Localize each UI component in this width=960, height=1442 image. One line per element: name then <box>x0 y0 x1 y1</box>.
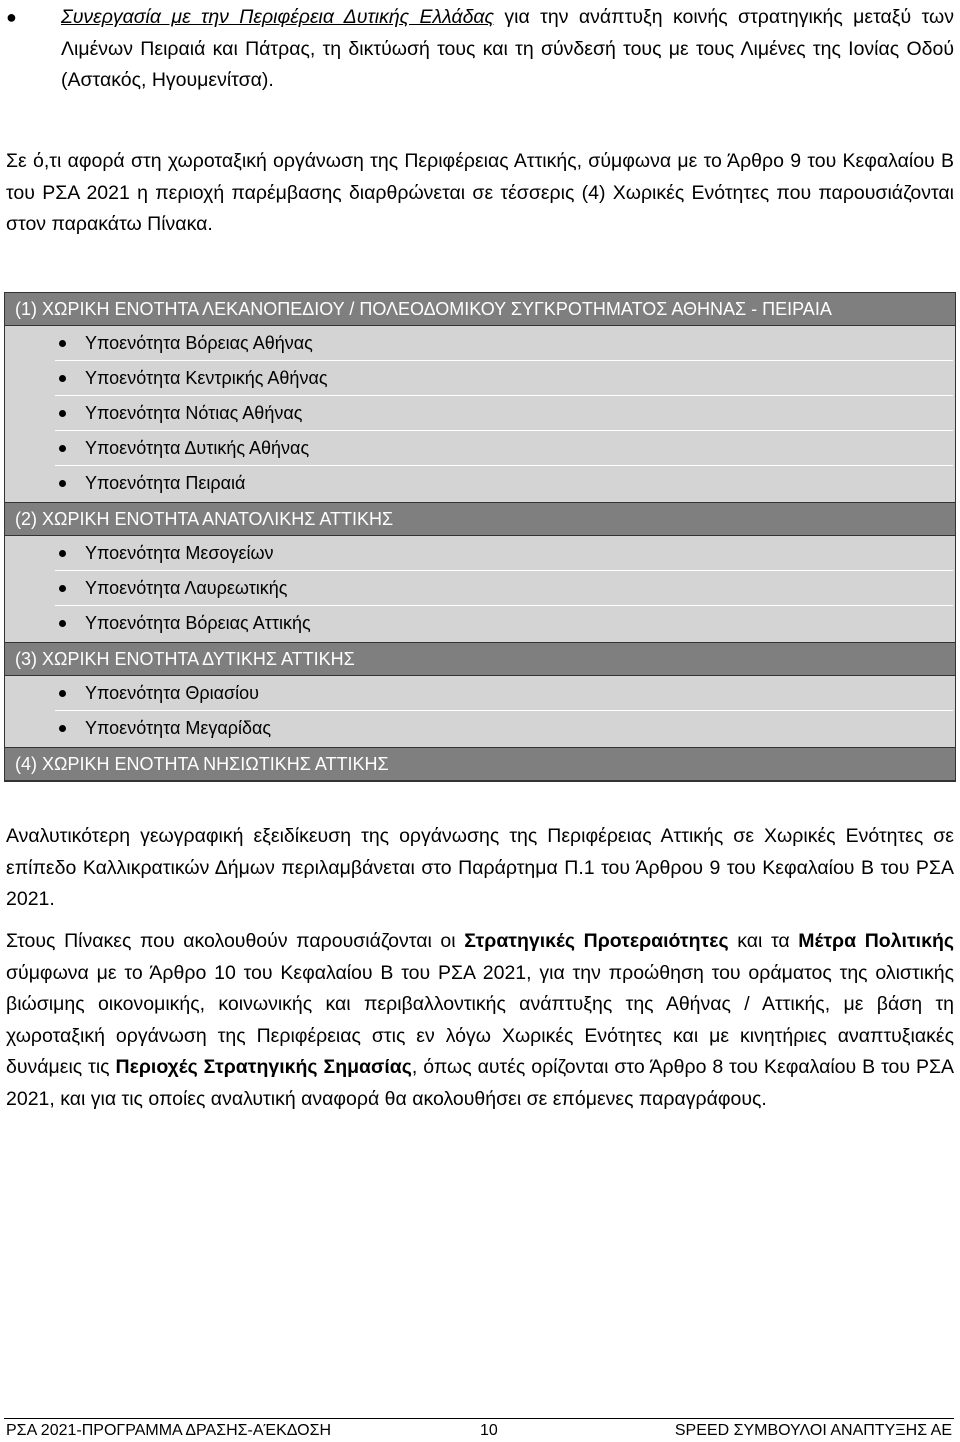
subunit-label: Υποενότητα Λαυρεωτικής <box>85 578 288 598</box>
bullet-icon <box>59 410 66 417</box>
subunit-row <box>55 431 953 466</box>
footer-document-title: ΡΣΑ 2021-ΠΡΟΓΡΑΜΜΑ ΔΡΑΣΗΣ-ΑΈΚΔΟΣΗ <box>6 1422 332 1439</box>
subunit-label: Υποενότητα Νότιας Αθήνας <box>85 403 303 423</box>
subunit-row <box>55 361 953 396</box>
bullet-icon: ● <box>6 7 17 27</box>
geographic-detail-paragraph: Αναλυτικότερη γεωγραφική εξειδίκευση της οργάνωσης της Περιφέρειας Αττικής σε Χωρικές Ενότητες σε επίπεδο Καλλικρατικών Δήμων περιλαμβάνεται στο Παράρτημα Π.1 του Άρθρου 9 του Κεφαλαίου Β του ΡΣΑ 2021. <box>6 825 954 910</box>
subunit-row <box>55 606 953 640</box>
subunit-group <box>5 326 955 503</box>
bullet-icon <box>59 340 66 347</box>
subunit-label: Υποενότητα Πειραιά <box>85 473 246 493</box>
footer-divider <box>4 1418 954 1419</box>
subunit-label: Υποενότητα Βόρειας Αττικής <box>85 613 311 633</box>
intro-bullet-item <box>6 2 954 97</box>
priorities-paragraph: Στους Πίνακες που ακολουθούν παρουσιάζονται οι Στρατηγικές Προτεραιότητες και τα Μέτρα Πολιτικής σύμφωνα με το Άρθρο 10 του Κεφαλαίου Β του ΡΣΑ 2021, για την προώθηση του οράματος της ολιστικής βιώσιμης οικονομικής, κοινωνικής και περιβαλλοντικής ανάπτυξης της Αθήνας / Αττικής, με βάση τη χωροταξική οργάνωση της Περιφέρειας στις εν λόγω Χωρικές Ενότητες και με κινητήριες αναπτυξιακές δυνάμεις τις Περιοχές Στρατηγικής Σημασίας, όπως αυτές ορίζονται στο Άρθρο 8 του Κεφαλαίου Β του ΡΣΑ 2021, και για τις οποίες αναλυτική αναφορά θα ακολουθήσει σε επόμενες παραγράφους. <box>6 930 955 1110</box>
footer-page-number: 10 <box>480 1422 498 1439</box>
subunit-group <box>5 676 955 748</box>
bullet-icon <box>59 690 66 697</box>
subunit-row <box>55 326 953 361</box>
policy-measures-term: Μέτρα Πολιτικής <box>798 930 955 952</box>
subunit-row <box>55 466 953 500</box>
subunit-label: Υποενότητα Μεσογείων <box>85 543 274 563</box>
bullet-icon <box>59 480 66 487</box>
subunit-label: Υποενότητα Θριασίου <box>85 683 259 703</box>
subunit-row <box>55 711 953 745</box>
region-cooperation-link[interactable]: Συνεργασία με την Περιφέρεια Δυτικής Ελλάδας <box>61 6 495 28</box>
subunit-row <box>55 396 953 431</box>
subunit-label: Υποενότητα Κεντρικής Αθήνας <box>85 368 328 388</box>
subunit-group <box>5 536 955 643</box>
intro-bullet-text: Συνεργασία με την Περιφέρεια Δυτικής Ελλάδας για την ανάπτυξη κοινής στρατηγικής μεταξύ των Λιμένων Πειραιά και Πάτρας, τη δικτύωσή τους και τη σύνδεσή τους με τους Λιμένες της Ιονίας Οδού (Αστακός, Ηγουμενίτσα). <box>61 6 954 91</box>
subunit-row <box>55 536 953 571</box>
strategic-priorities-term: Στρατηγικές Προτεραιότητες <box>464 930 729 952</box>
bullet-icon <box>59 445 66 452</box>
region-header-row: (1) ΧΩΡΙΚΗ ΕΝΟΤΗΤΑ ΛΕΚΑΝΟΠΕΔΙΟΥ / ΠΟΛΕΟΔΟΜΙΚΟΥ ΣΥΓΚΡΟΤΗΜΑΤΟΣ ΑΘΗΝΑΣ - ΠΕΙΡΑΙΑ <box>5 293 955 326</box>
subunit-label: Υποενότητα Μεγαρίδας <box>85 718 272 738</box>
subunit-row <box>55 676 953 711</box>
bullet-icon <box>59 585 66 592</box>
footer-company-name: SPEED ΣΥΜΒΟΥΛΟΙ ΑΝΑΠΤΥΞΗΣ ΑΕ <box>674 1422 952 1439</box>
bullet-icon <box>59 725 66 732</box>
subunit-label: Υποενότητα Δυτικής Αθήνας <box>85 438 310 458</box>
spatial-organization-paragraph: Σε ό,τι αφορά στη χωροταξική οργάνωση της Περιφέρειας Αττικής, σύμφωνα με το Άρθρο 9 του Κεφαλαίου Β του ΡΣΑ 2021 η περιοχή παρέμβασης διαρθρώνεται σε τέσσερις (4) Χωρικές Ενότητες που παρουσιάζονται στον παρακάτω Πίνακα. <box>6 150 954 235</box>
region-header-row: (4) ΧΩΡΙΚΗ ΕΝΟΤΗΤΑ ΝΗΣΙΩΤΙΚΗΣ ΑΤΤΙΚΗΣ <box>5 748 955 781</box>
bullet-icon <box>59 375 66 382</box>
bullet-icon <box>59 620 66 627</box>
spatial-units-table <box>4 292 956 782</box>
region-header-row: (2) ΧΩΡΙΚΗ ΕΝΟΤΗΤΑ ΑΝΑΤΟΛΙΚΗΣ ΑΤΤΙΚΗΣ <box>5 503 955 536</box>
subunit-row <box>55 571 953 606</box>
subunit-label: Υποενότητα Βόρειας Αθήνας <box>85 333 313 353</box>
strategic-areas-term: Περιοχές Στρατηγικής Σημασίας <box>115 1056 412 1078</box>
region-header-row: (3) ΧΩΡΙΚΗ ΕΝΟΤΗΤΑ ΔΥΤΙΚΗΣ ΑΤΤΙΚΗΣ <box>5 643 955 676</box>
bullet-icon <box>59 550 66 557</box>
